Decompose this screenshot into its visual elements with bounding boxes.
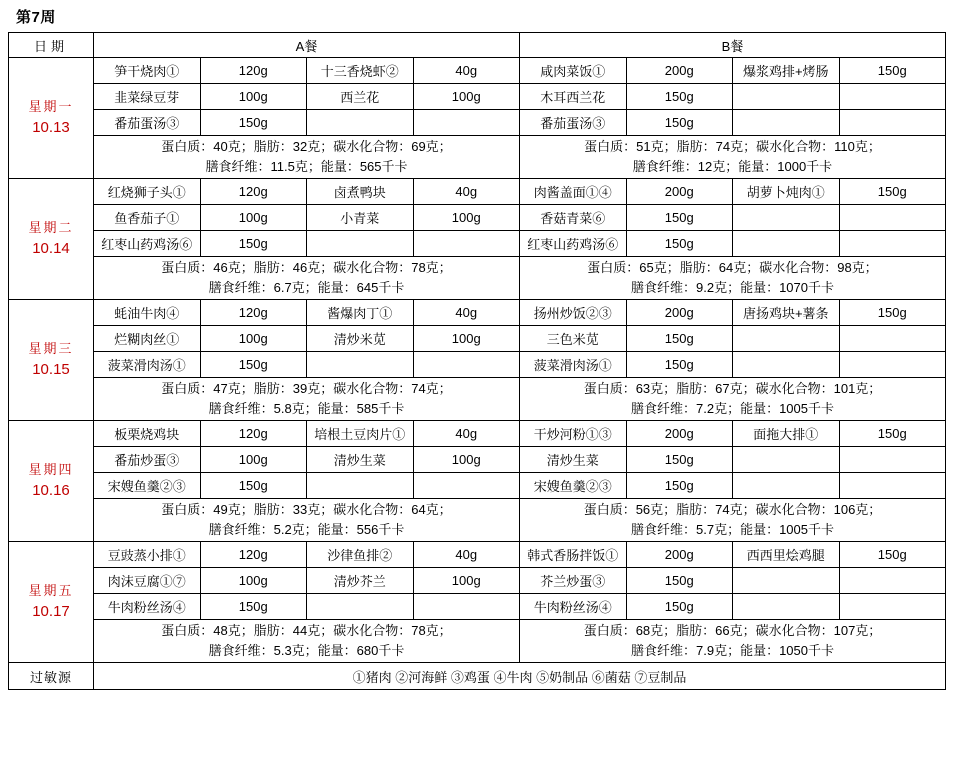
day-name: 星期一	[28, 99, 74, 114]
dish-weight-b-main: 200g	[626, 58, 733, 84]
dish-name-b-side: 唐扬鸡块+薯条	[733, 300, 840, 326]
dish-name-a-side	[307, 110, 414, 136]
menu-dish-row	[9, 205, 946, 231]
dish-weight-b-side	[839, 205, 946, 231]
dish-weight-a-side: 40g	[413, 58, 520, 84]
dish-name-a-main: 红枣山药鸡汤⑥	[94, 231, 201, 257]
menu-dish-row	[9, 473, 946, 499]
dish-weight-a-main: 100g	[200, 84, 307, 110]
dish-weight-a-main: 150g	[200, 473, 307, 499]
dish-name-b-main: 韩式香肠拌饭①	[520, 542, 627, 568]
dish-weight-b-side: 150g	[839, 58, 946, 84]
day-cell	[9, 421, 94, 542]
day-date: 10.17	[32, 602, 70, 620]
dish-name-a-main: 烂糊肉丝①	[94, 326, 201, 352]
dish-name-b-side	[733, 205, 840, 231]
dish-name-b-side	[733, 84, 840, 110]
menu-days-body	[9, 58, 946, 663]
dish-weight-a-side: 100g	[413, 84, 520, 110]
dish-name-b-side	[733, 326, 840, 352]
dish-name-b-main: 三色米苋	[520, 326, 627, 352]
dish-weight-a-side: 40g	[413, 421, 520, 447]
day-name: 星期五	[28, 583, 74, 598]
menu-dish-row	[9, 421, 946, 447]
nutrition-row	[9, 257, 946, 300]
day-date: 10.15	[32, 360, 70, 378]
nutrition-summary-b: 蛋白质：51克；脂肪：74克；碳水化合物：110克； 膳食纤维：12克；能量：1000千卡	[520, 136, 946, 179]
dish-weight-a-main: 150g	[200, 352, 307, 378]
dish-weight-a-side	[413, 473, 520, 499]
dish-name-b-main: 菠菜滑肉汤①	[520, 352, 627, 378]
dish-weight-b-main: 150g	[626, 231, 733, 257]
dish-name-a-side: 卤煮鸭块	[307, 179, 414, 205]
dish-weight-b-main: 150g	[626, 568, 733, 594]
menu-dish-row	[9, 352, 946, 378]
dish-name-b-side: 爆浆鸡排+烤肠	[733, 58, 840, 84]
dish-weight-b-side	[839, 84, 946, 110]
dish-weight-b-side: 150g	[839, 421, 946, 447]
menu-dish-row	[9, 84, 946, 110]
dish-name-a-main: 笋干烧肉①	[94, 58, 201, 84]
dish-weight-b-main: 150g	[626, 594, 733, 620]
day-name: 星期三	[28, 341, 74, 356]
menu-dish-row	[9, 594, 946, 620]
dish-weight-b-main: 150g	[626, 473, 733, 499]
dish-name-b-side	[733, 594, 840, 620]
page-title: 第7周	[16, 9, 56, 26]
day-cell	[9, 300, 94, 421]
dish-name-a-main: 肉沫豆腐①⑦	[94, 568, 201, 594]
menu-dish-row	[9, 326, 946, 352]
allergen-row	[9, 663, 946, 690]
dish-name-b-side: 西西里烩鸡腿	[733, 542, 840, 568]
dish-weight-a-main: 150g	[200, 594, 307, 620]
nutrition-summary-b: 蛋白质：56克；脂肪：74克；碳水化合物：106克； 膳食纤维：5.7克；能量：1005千卡	[520, 499, 946, 542]
dish-weight-b-side	[839, 447, 946, 473]
dish-name-b-main: 木耳西兰花	[520, 84, 627, 110]
dish-weight-b-main: 200g	[626, 300, 733, 326]
dish-weight-a-main: 120g	[200, 300, 307, 326]
dish-weight-a-side: 40g	[413, 300, 520, 326]
menu-dish-row	[9, 542, 946, 568]
dish-name-b-side	[733, 231, 840, 257]
dish-name-a-side	[307, 473, 414, 499]
dish-name-b-main: 干炒河粉①③	[520, 421, 627, 447]
dish-weight-b-side	[839, 594, 946, 620]
day-cell	[9, 179, 94, 300]
day-date: 10.13	[32, 118, 70, 136]
dish-name-b-main: 牛肉粉丝汤④	[520, 594, 627, 620]
dish-weight-b-main: 150g	[626, 326, 733, 352]
dish-weight-b-side: 150g	[839, 542, 946, 568]
header-date: 日期	[9, 33, 94, 58]
dish-weight-a-side: 100g	[413, 326, 520, 352]
day-name: 星期四	[28, 462, 74, 477]
menu-dish-row	[9, 568, 946, 594]
dish-name-b-main: 扬州炒饭②③	[520, 300, 627, 326]
header-meal-a: A餐	[94, 33, 520, 58]
dish-weight-a-main: 150g	[200, 231, 307, 257]
dish-name-b-main: 红枣山药鸡汤⑥	[520, 231, 627, 257]
dish-name-a-main: 菠菜滑肉汤①	[94, 352, 201, 378]
dish-name-a-side	[307, 594, 414, 620]
dish-weight-b-side	[839, 110, 946, 136]
day-date: 10.14	[32, 239, 70, 257]
dish-name-a-main: 蚝油牛肉④	[94, 300, 201, 326]
dish-weight-a-side: 100g	[413, 447, 520, 473]
nutrition-summary-a: 蛋白质：48克；脂肪：44克；碳水化合物：78克； 膳食纤维：5.3克；能量：680千卡	[94, 620, 520, 663]
nutrition-row	[9, 499, 946, 542]
dish-name-b-side: 面拖大排①	[733, 421, 840, 447]
dish-name-b-main: 香菇青菜⑥	[520, 205, 627, 231]
day-date: 10.16	[32, 481, 70, 499]
dish-weight-a-main: 120g	[200, 421, 307, 447]
nutrition-row	[9, 378, 946, 421]
dish-name-b-main: 清炒生菜	[520, 447, 627, 473]
allergen-body	[9, 663, 946, 690]
dish-weight-a-main: 100g	[200, 447, 307, 473]
dish-name-a-main: 红烧狮子头①	[94, 179, 201, 205]
dish-weight-b-main: 200g	[626, 179, 733, 205]
dish-weight-a-main: 150g	[200, 110, 307, 136]
dish-weight-b-side: 150g	[839, 300, 946, 326]
allergen-text: ①猪肉 ②河海鲜 ③鸡蛋 ④牛肉 ⑤奶制品 ⑥菌菇 ⑦豆制品	[94, 663, 946, 690]
dish-weight-a-side: 40g	[413, 179, 520, 205]
nutrition-summary-a: 蛋白质：49克；脂肪：33克；碳水化合物：64克； 膳食纤维：5.2克；能量：556千卡	[94, 499, 520, 542]
menu-dish-row	[9, 300, 946, 326]
dish-name-a-side: 西兰花	[307, 84, 414, 110]
dish-weight-a-side	[413, 352, 520, 378]
day-cell	[9, 58, 94, 179]
menu-dish-row	[9, 110, 946, 136]
dish-name-a-main: 板栗烧鸡块	[94, 421, 201, 447]
dish-weight-a-side: 100g	[413, 205, 520, 231]
dish-name-a-side: 清炒芥兰	[307, 568, 414, 594]
dish-weight-a-side: 40g	[413, 542, 520, 568]
allergen-label: 过敏源	[9, 663, 94, 690]
header-meal-b: B餐	[520, 33, 946, 58]
dish-weight-b-side	[839, 326, 946, 352]
menu-dish-row	[9, 58, 946, 84]
dish-weight-a-side	[413, 231, 520, 257]
nutrition-row	[9, 136, 946, 179]
dish-name-a-main: 番茄蛋汤③	[94, 110, 201, 136]
dish-weight-b-main: 150g	[626, 110, 733, 136]
dish-name-a-side: 沙律鱼排②	[307, 542, 414, 568]
dish-name-b-main: 宋嫂鱼羹②③	[520, 473, 627, 499]
dish-name-a-side: 培根土豆肉片①	[307, 421, 414, 447]
dish-name-b-side	[733, 352, 840, 378]
dish-weight-a-main: 120g	[200, 542, 307, 568]
dish-weight-b-main: 150g	[626, 352, 733, 378]
dish-weight-a-main: 100g	[200, 205, 307, 231]
dish-name-b-side	[733, 568, 840, 594]
dish-weight-b-side: 150g	[839, 179, 946, 205]
dish-weight-b-side	[839, 231, 946, 257]
nutrition-row	[9, 620, 946, 663]
dish-weight-b-main: 200g	[626, 421, 733, 447]
menu-dish-row	[9, 231, 946, 257]
dish-weight-a-main: 100g	[200, 326, 307, 352]
dish-weight-b-main: 150g	[626, 447, 733, 473]
dish-name-a-main: 番茄炒蛋③	[94, 447, 201, 473]
nutrition-summary-b: 蛋白质：68克；脂肪：66克；碳水化合物：107克； 膳食纤维：7.9克；能量：1050千卡	[520, 620, 946, 663]
day-name: 星期二	[28, 220, 74, 235]
dish-name-a-main: 韭菜绿豆芽	[94, 84, 201, 110]
dish-name-a-side: 清炒米苋	[307, 326, 414, 352]
dish-name-a-main: 豆豉蒸小排①	[94, 542, 201, 568]
menu-table-body	[9, 33, 946, 58]
dish-name-a-side: 小青菜	[307, 205, 414, 231]
dish-name-b-side	[733, 447, 840, 473]
menu-dish-row	[9, 447, 946, 473]
dish-weight-b-side	[839, 473, 946, 499]
dish-weight-a-side	[413, 110, 520, 136]
dish-weight-a-side: 100g	[413, 568, 520, 594]
dish-name-b-side	[733, 110, 840, 136]
table-header-row	[9, 33, 946, 58]
dish-name-b-main: 芥兰炒蛋③	[520, 568, 627, 594]
dish-name-a-main: 宋嫂鱼羹②③	[94, 473, 201, 499]
nutrition-summary-b: 蛋白质：63克；脂肪：67克；碳水化合物：101克； 膳食纤维：7.2克；能量：1005千卡	[520, 378, 946, 421]
dish-name-a-side	[307, 352, 414, 378]
dish-name-b-side	[733, 473, 840, 499]
dish-name-a-main: 鱼香茄子①	[94, 205, 201, 231]
dish-name-a-main: 牛肉粉丝汤④	[94, 594, 201, 620]
dish-name-b-main: 肉酱盖面①④	[520, 179, 627, 205]
weekly-menu-table	[8, 32, 946, 690]
dish-name-a-side: 十三香烧虾②	[307, 58, 414, 84]
dish-weight-a-main: 120g	[200, 58, 307, 84]
dish-name-a-side: 清炒生菜	[307, 447, 414, 473]
dish-name-b-main: 番茄蛋汤③	[520, 110, 627, 136]
dish-weight-b-side	[839, 568, 946, 594]
dish-weight-a-side	[413, 594, 520, 620]
dish-weight-a-main: 100g	[200, 568, 307, 594]
dish-weight-b-main: 200g	[626, 542, 733, 568]
dish-weight-b-main: 150g	[626, 84, 733, 110]
dish-weight-b-main: 150g	[626, 205, 733, 231]
menu-dish-row	[9, 179, 946, 205]
nutrition-summary-b: 蛋白质：65克；脂肪：64克；碳水化合物：98克； 膳食纤维：9.2克；能量：1070千卡	[520, 257, 946, 300]
dish-name-b-side: 胡萝卜炖肉①	[733, 179, 840, 205]
dish-name-a-side: 酱爆肉丁①	[307, 300, 414, 326]
dish-name-b-main: 咸肉菜饭①	[520, 58, 627, 84]
day-cell	[9, 542, 94, 663]
nutrition-summary-a: 蛋白质：46克；脂肪：46克；碳水化合物：78克； 膳食纤维：6.7克；能量：645千卡	[94, 257, 520, 300]
nutrition-summary-a: 蛋白质：47克；脂肪：39克；碳水化合物：74克； 膳食纤维：5.8克；能量：585千卡	[94, 378, 520, 421]
dish-name-a-side	[307, 231, 414, 257]
dish-weight-a-main: 120g	[200, 179, 307, 205]
nutrition-summary-a: 蛋白质：40克；脂肪：32克；碳水化合物：69克； 膳食纤维：11.5克；能量：565千卡	[94, 136, 520, 179]
dish-weight-b-side	[839, 352, 946, 378]
